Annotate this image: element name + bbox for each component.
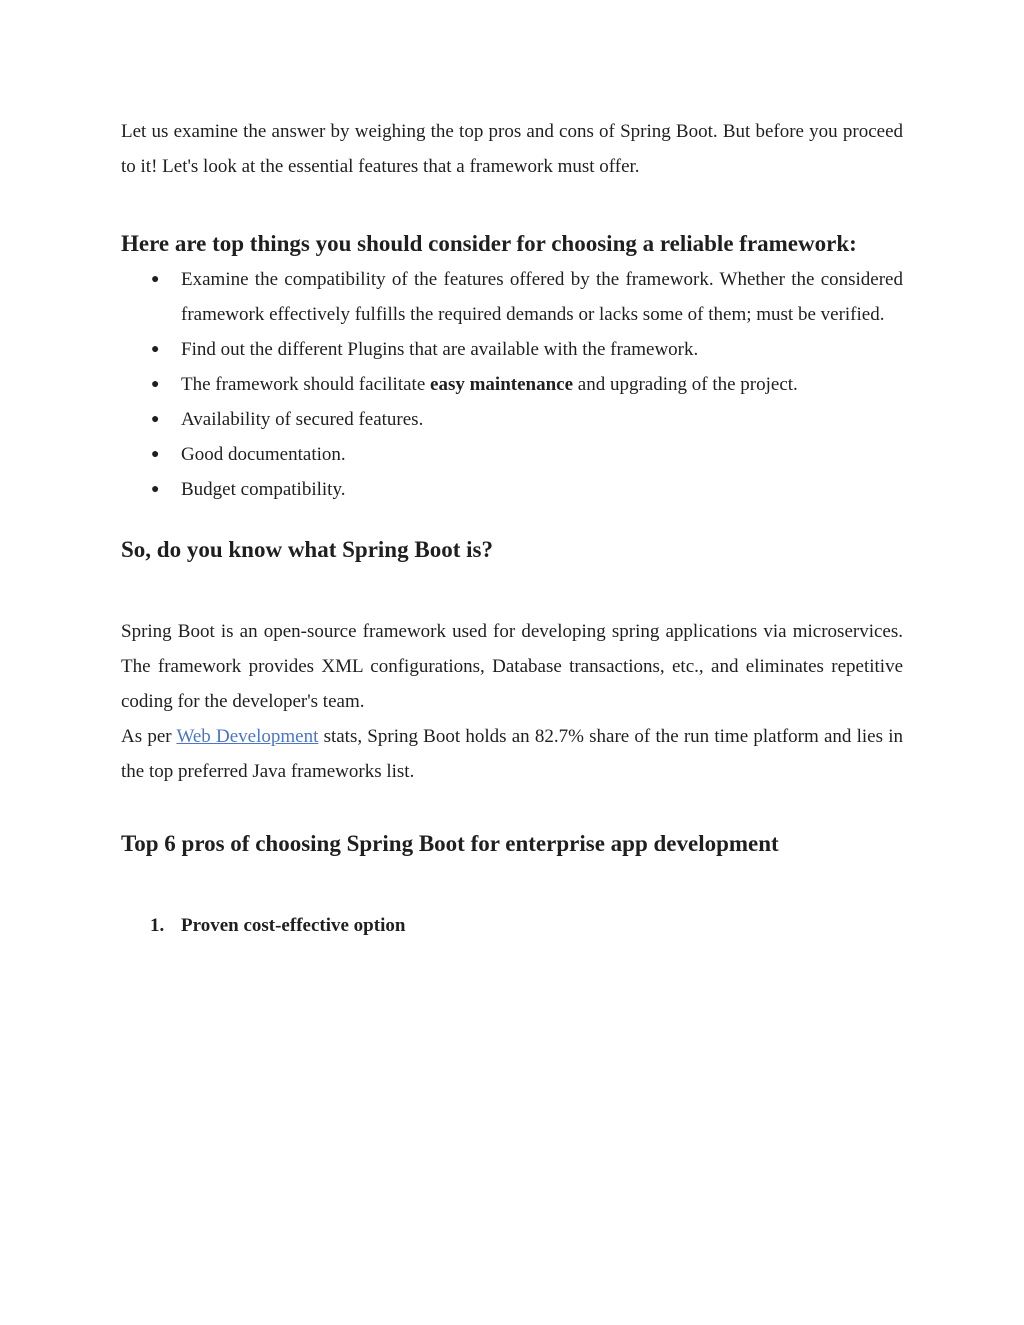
stats-text-after: stats, Spring Boot holds an 82.7% share of the run time platform and lies in the top preferred Java frameworks list. (121, 726, 903, 782)
heading-top-pros: Top 6 pros of choosing Spring Boot for enterprise app development (121, 831, 779, 856)
list-item (121, 262, 903, 332)
bullet-icon: ● (151, 447, 160, 462)
list-item-text: Budget compatibility. (181, 479, 346, 500)
intro-paragraph: Let us examine the answer by weighing the top pros and cons of Spring Boot. But before you proceed to it! Let's look at the essential features that a framework must offer. (121, 121, 903, 177)
stats-text-before: As per (121, 726, 177, 747)
consider-list (121, 262, 903, 507)
numbered-item-label: Proven cost-effective option (181, 915, 406, 936)
list-item (121, 437, 903, 472)
spring-boot-paragraph: Spring Boot is an open-source framework used for developing spring applications via microservices. The framework provides XML configurations, Database transactions, etc., and eliminates repetitive coding for the developer's team. (121, 621, 903, 712)
list-item (121, 472, 903, 507)
list-item-text-before: The framework should facilitate (181, 374, 431, 395)
bullet-icon: ● (151, 342, 160, 357)
heading-what-is-spring-boot: So, do you know what Spring Boot is? (121, 537, 493, 562)
list-item-text: Find out the different Plugins that are available with the framework. (181, 339, 699, 360)
list-item-text: Availability of secured features. (181, 409, 424, 430)
list-item-text: Examine the compatibility of the features offered by the framework. Whether the considered framework effectively fulfills the required demands or lacks some of them; must be verified. (181, 269, 903, 325)
bullet-icon: ● (151, 482, 160, 497)
list-item-text: Good documentation. (181, 444, 346, 465)
item-number: 1. (150, 915, 165, 936)
emphasis-text: easy maintenance (430, 374, 574, 395)
bullet-icon: ● (151, 377, 160, 392)
stats-paragraph (121, 719, 903, 789)
bullet-icon: ● (151, 412, 160, 427)
list-item (121, 402, 903, 437)
numbered-item (121, 911, 903, 941)
document-page (121, 114, 903, 941)
web-development-link[interactable]: Web Development (176, 726, 319, 747)
pros-list (121, 911, 903, 941)
heading-consider: Here are top things you should consider for choosing a reliable framework: (121, 231, 857, 256)
bullet-icon: ● (151, 272, 160, 287)
list-item-text-after: and upgrading of the project. (573, 374, 798, 395)
list-item (121, 367, 903, 402)
list-item (121, 332, 903, 367)
